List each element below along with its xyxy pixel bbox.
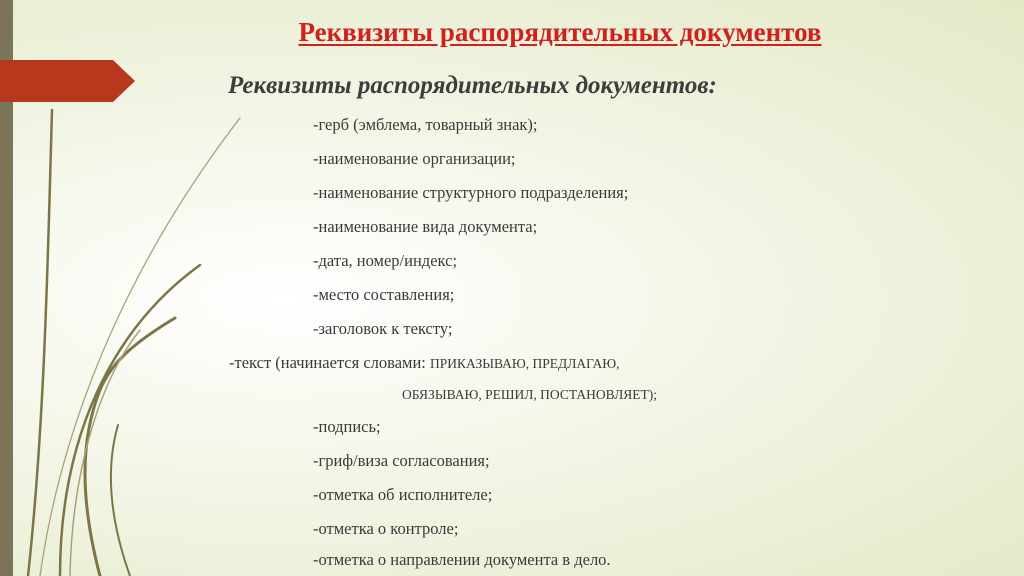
list-item: -дата, номер/индекс;: [313, 251, 458, 270]
list-item: -наименование вида документа;: [313, 217, 538, 236]
text-item-words-line2: ОБЯЗЫВАЮ, РЕШИЛ, ПОСТАНОВЛЯЕТ);: [402, 387, 658, 402]
list-item: -отметка о контроле;: [313, 519, 459, 538]
arrow-accent-tab: [0, 60, 135, 102]
list-item: -заголовок к тексту;: [313, 319, 453, 338]
slide-title: Реквизиты распорядительных документов: [298, 17, 822, 47]
slide-subtitle: Реквизиты распорядительных документов:: [228, 72, 717, 99]
list-item: -гриф/виза согласования;: [313, 451, 490, 470]
list-item: -место составления;: [313, 285, 455, 304]
list-item: -герб (эмблема, товарный знак);: [313, 115, 538, 134]
text-item-prefix: -текст (начинается словами:: [229, 353, 431, 372]
text-item-words-line1: ПРИКАЗЫВАЮ, ПРЕДЛАГАЮ,: [430, 356, 620, 371]
list-item: -подпись;: [313, 417, 381, 436]
list-item-text: [229, 353, 619, 373]
list-item: -отметка об исполнителе;: [313, 485, 493, 504]
list-item: -наименование структурного подразделения;: [313, 183, 629, 202]
list-item: -наименование организации;: [313, 149, 516, 168]
list-item: -отметка о направлении документа в дело.: [313, 550, 611, 569]
